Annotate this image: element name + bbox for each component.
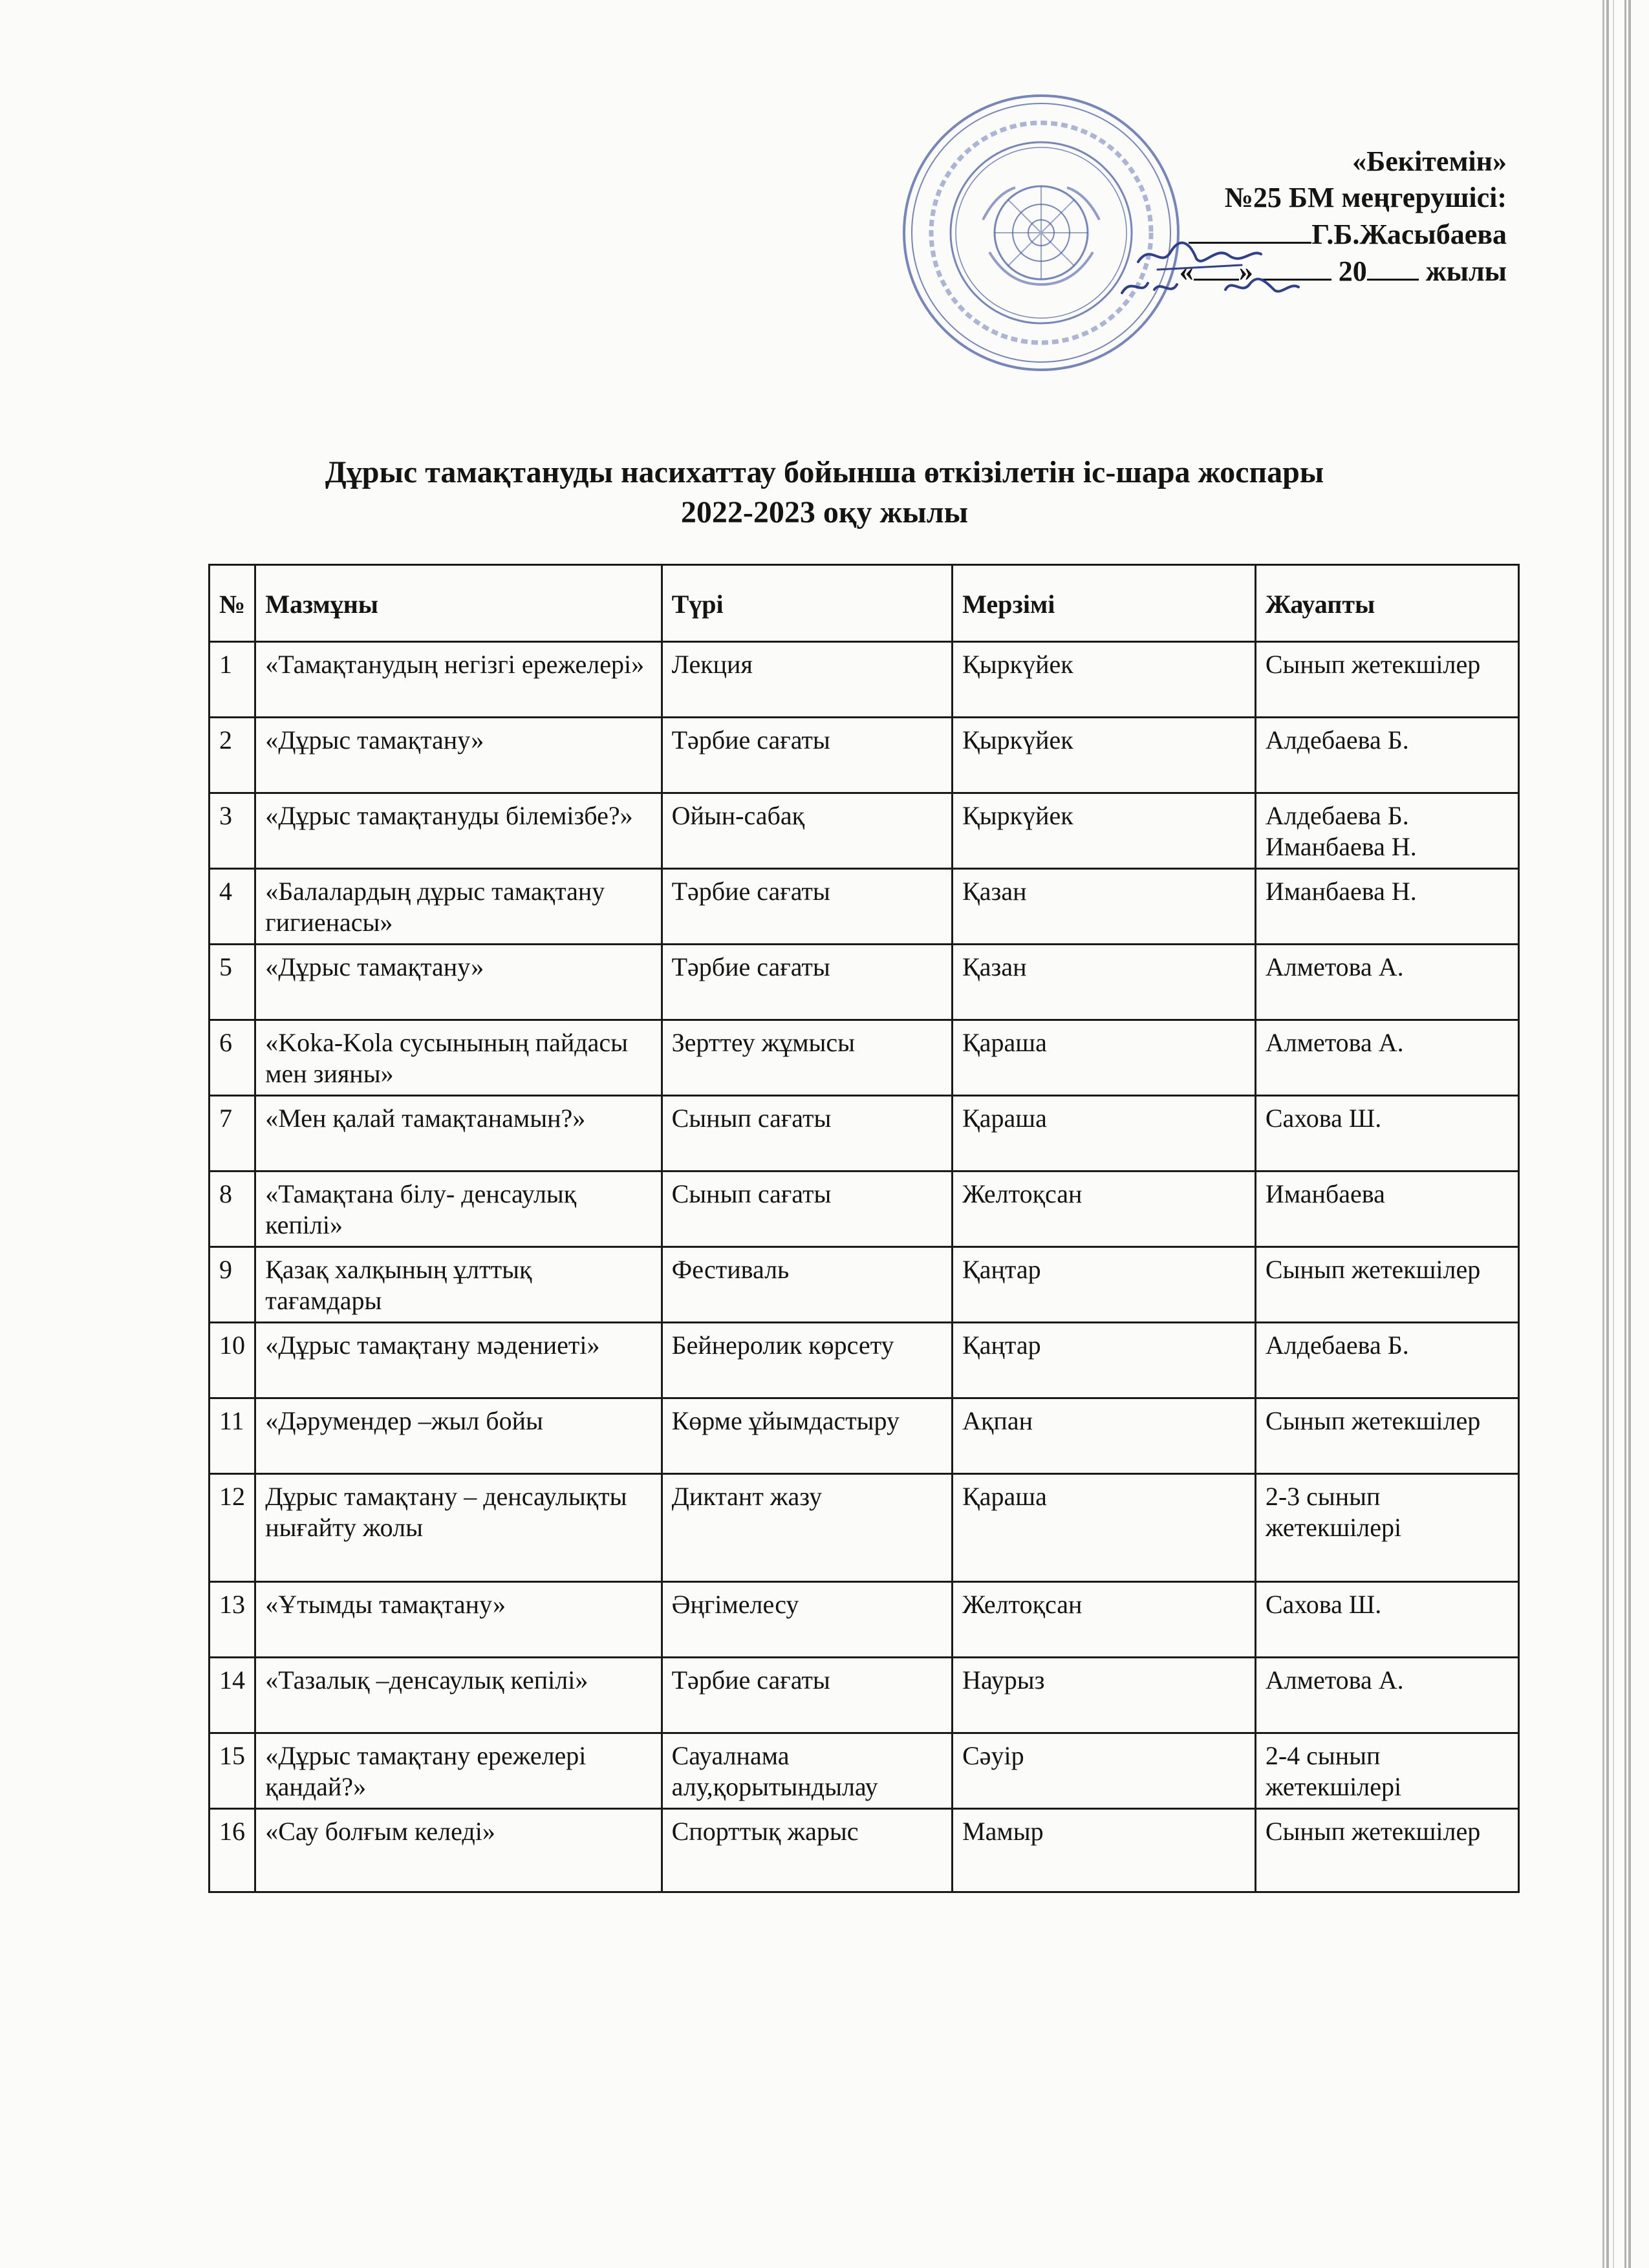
table-row	[210, 1474, 1519, 1582]
cell-term: Сәуір	[953, 1733, 1256, 1809]
cell-number: 16	[210, 1809, 255, 1892]
cell-term: Наурыз	[953, 1658, 1256, 1733]
cell-term: Желтоқсан	[953, 1582, 1256, 1658]
table-row	[210, 1323, 1519, 1398]
cell-type: Фестиваль	[662, 1247, 952, 1323]
cell-content: «Мен қалай тамақтанамын?»	[255, 1096, 662, 1171]
cell-term: Қыркүйек	[953, 793, 1256, 869]
header-content: Мазмұны	[255, 565, 662, 642]
header-number: №	[210, 565, 255, 642]
cell-responsible: 2-3 сынып жетекшілері	[1255, 1474, 1518, 1582]
table-row	[210, 1096, 1519, 1171]
cell-content: «Тамақтанудың негізгі ережелері»	[255, 642, 662, 718]
cell-number: 4	[210, 869, 255, 945]
cell-responsible: Сынып жетекшілер	[1255, 1398, 1518, 1474]
table-header-row	[210, 565, 1519, 642]
cell-number: 3	[210, 793, 255, 869]
year-prefix: 20	[1338, 255, 1367, 287]
cell-responsible: Алдебаева Б.	[1255, 718, 1518, 793]
cell-term: Желтоқсан	[953, 1171, 1256, 1247]
cell-term: Қараша	[953, 1020, 1256, 1096]
cell-number: 8	[210, 1171, 255, 1247]
cell-type: Көрме ұйымдастыру	[662, 1398, 952, 1474]
table-row	[210, 793, 1519, 869]
cell-content: «Балалардың дұрыс тамақтану гигиенасы»	[255, 869, 662, 945]
cell-term: Ақпан	[953, 1398, 1256, 1474]
cell-type: Тәрбие сағаты	[662, 869, 952, 945]
table-row	[210, 945, 1519, 1020]
cell-content: «Дұрыс тамақтану»	[255, 945, 662, 1020]
cell-type: Спорттық жарыс	[662, 1809, 952, 1892]
cell-number: 15	[210, 1733, 255, 1809]
cell-content: «Ұтымды тамақтану»	[255, 1582, 662, 1658]
table-row	[210, 1809, 1519, 1892]
table-row	[210, 1398, 1519, 1474]
cell-number: 10	[210, 1323, 255, 1398]
cell-term: Қазан	[953, 945, 1256, 1020]
header-responsible: Жауапты	[1255, 565, 1518, 642]
document-title	[0, 453, 1649, 533]
cell-content: «Дұрыс тамақтану ережелері қандай?»	[255, 1733, 662, 1809]
table-row	[210, 1658, 1519, 1733]
cell-number: 2	[210, 718, 255, 793]
cell-responsible: Сахова Ш.	[1255, 1582, 1518, 1658]
cell-number: 5	[210, 945, 255, 1020]
cell-responsible: Алдебаева Б.	[1255, 1323, 1518, 1398]
title-line-1: Дұрыс тамақтануды насихаттау бойынша өткізілетін іс-шара жоспары	[325, 455, 1324, 489]
cell-number: 7	[210, 1096, 255, 1171]
cell-content: «Koka-Kola сусынының пайдасы мен зияны»	[255, 1020, 662, 1096]
cell-term: Қаңтар	[953, 1247, 1256, 1323]
cell-responsible: Алметова А.	[1255, 1658, 1518, 1733]
scan-edge-line	[1628, 0, 1631, 2268]
cell-type: Тәрбие сағаты	[662, 718, 952, 793]
cell-responsible: Иманбаева Н.	[1255, 869, 1518, 945]
cell-content: «Дұрыс тамақтану мәдениеті»	[255, 1323, 662, 1398]
cell-content: «Тамақтана білу- денсаулық кепілі»	[255, 1171, 662, 1247]
cell-content: «Сау болғым келеді»	[255, 1809, 662, 1892]
cell-responsible: Сынып жетекшілер	[1255, 1809, 1518, 1892]
cell-type: Ойын-сабақ	[662, 793, 952, 869]
cell-type: Тәрбие сағаты	[662, 1658, 952, 1733]
cell-content: «Тазалық –денсаулық кепілі»	[255, 1658, 662, 1733]
cell-type: Сауалнама алу,қорытындылау	[662, 1733, 952, 1809]
cell-type: Бейнеролик көрсету	[662, 1323, 952, 1398]
table-row	[210, 1171, 1519, 1247]
cell-number: 6	[210, 1020, 255, 1096]
cell-content: Қазақ халқының ұлттық тағамдары	[255, 1247, 662, 1323]
cell-number: 1	[210, 642, 255, 718]
cell-number: 14	[210, 1658, 255, 1733]
cell-type: Зерттеу жұмысы	[662, 1020, 952, 1096]
year-suffix: жылы	[1425, 255, 1507, 287]
cell-type: Әңгімелесу	[662, 1582, 952, 1658]
cell-term: Қазан	[953, 869, 1256, 945]
cell-term: Қаңтар	[953, 1323, 1256, 1398]
cell-term: Мамыр	[953, 1809, 1256, 1892]
table-row	[210, 718, 1519, 793]
cell-term: Қыркүйек	[953, 642, 1256, 718]
cell-responsible: 2-4 сынып жетекшілері	[1255, 1733, 1518, 1809]
header-type: Түрі	[662, 565, 952, 642]
approval-title: «Бекітемін»	[1352, 145, 1507, 177]
cell-responsible: Иманбаева	[1255, 1171, 1518, 1247]
year-blank	[1367, 253, 1419, 281]
cell-responsible: Алметова А.	[1255, 1020, 1518, 1096]
cell-responsible: Сынып жетекшілер	[1255, 642, 1518, 718]
cell-term: Қараша	[953, 1096, 1256, 1171]
scan-edge-line	[1606, 0, 1609, 2268]
cell-responsible: Алметова А.	[1255, 945, 1518, 1020]
cell-type: Сынып сағаты	[662, 1096, 952, 1171]
table-row	[210, 642, 1519, 718]
cell-content: «Дәрумендер –жыл бойы	[255, 1398, 662, 1474]
table-row	[210, 869, 1519, 945]
date-quote-close: »	[1238, 255, 1253, 287]
cell-term: Қараша	[953, 1474, 1256, 1582]
cell-responsible: Алдебаева Б. Иманбаева Н.	[1255, 793, 1518, 869]
cell-number: 11	[210, 1398, 255, 1474]
scan-edge-noise	[1591, 0, 1649, 2268]
cell-type: Лекция	[662, 642, 952, 718]
header-term: Мерзімі	[953, 565, 1256, 642]
cell-content: «Дұрыс тамақтануды білемізбе?»	[255, 793, 662, 869]
cell-content: «Дұрыс тамақтану»	[255, 718, 662, 793]
event-plan-table	[208, 564, 1520, 1893]
table-row	[210, 1247, 1519, 1323]
cell-type: Диктант жазу	[662, 1474, 952, 1582]
cell-number: 12	[210, 1474, 255, 1582]
cell-number: 13	[210, 1582, 255, 1658]
approver-name: Г.Б.Жасыбаева	[1311, 219, 1507, 250]
approval-position: №25 БМ меңгерушісі:	[1224, 182, 1507, 213]
cell-content: Дұрыс тамақтану – денсаулықты нығайту жолы	[255, 1474, 662, 1582]
cell-type: Тәрбие сағаты	[662, 945, 952, 1020]
date-quote-open: «	[1179, 255, 1194, 287]
table-row	[210, 1582, 1519, 1658]
cell-type: Сынып сағаты	[662, 1171, 952, 1247]
cell-responsible: Сынып жетекшілер	[1255, 1247, 1518, 1323]
cell-responsible: Сахова Ш.	[1255, 1096, 1518, 1171]
cell-number: 9	[210, 1247, 255, 1323]
handwritten-month	[1216, 270, 1306, 303]
table-row	[210, 1733, 1519, 1809]
handwritten-day	[1109, 270, 1200, 303]
table-row	[210, 1020, 1519, 1096]
title-line-2: 2022-2023 оқу жылы	[680, 495, 969, 530]
cell-term: Қыркүйек	[953, 718, 1256, 793]
